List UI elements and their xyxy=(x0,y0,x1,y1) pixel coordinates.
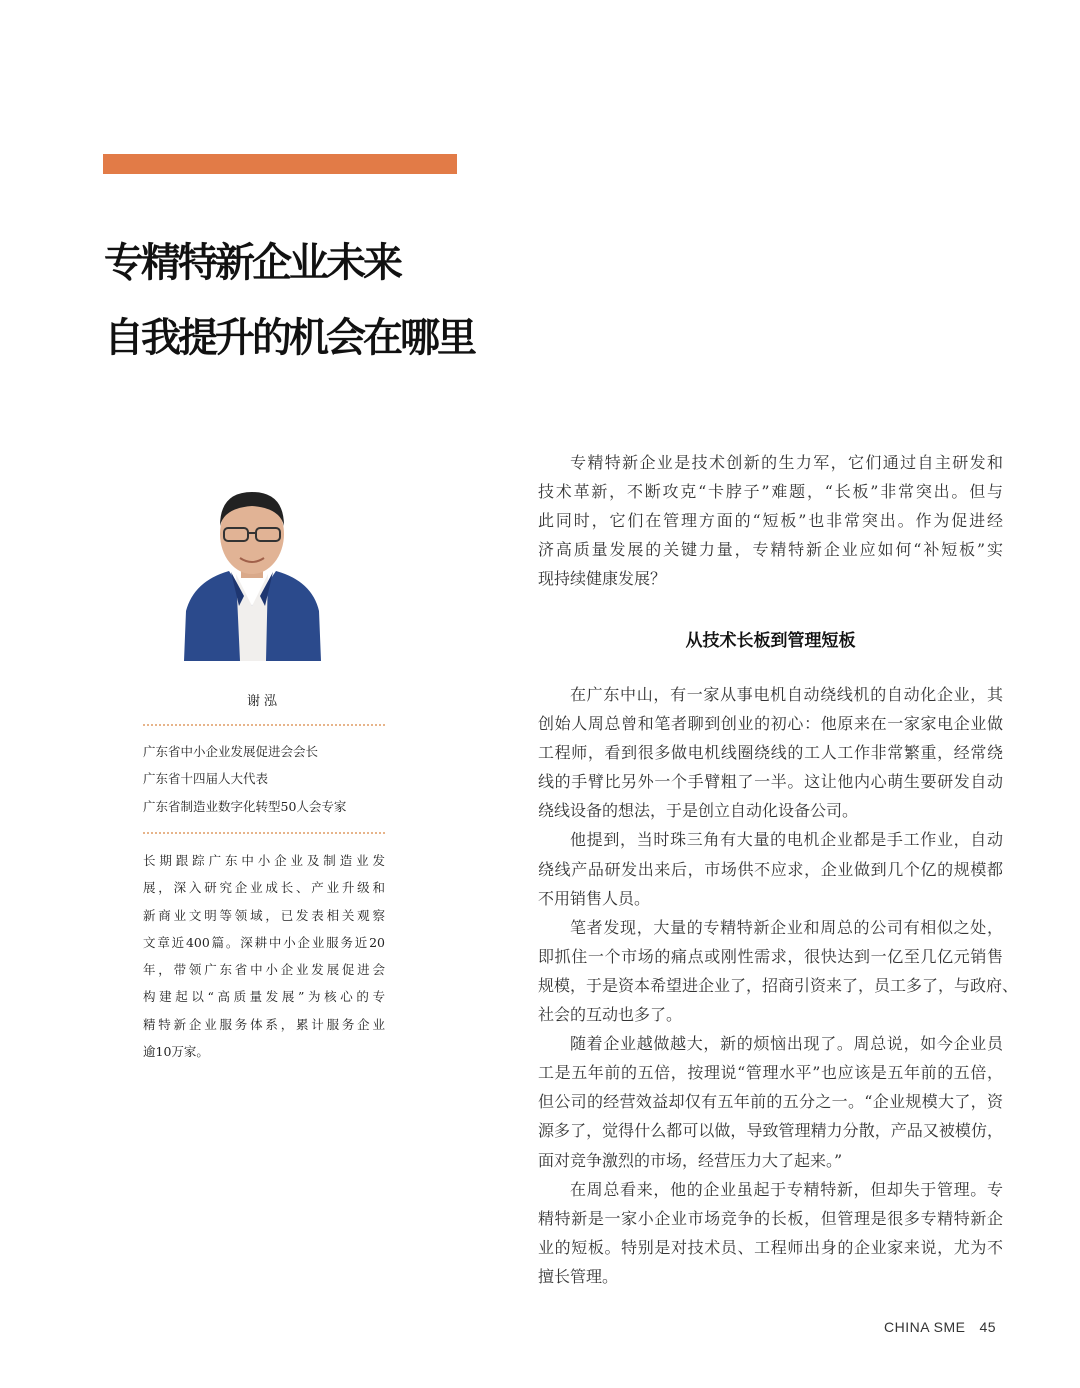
dotted-divider xyxy=(143,832,385,834)
text-line: 源多了，觉得什么都可以做，导致管理精力分散，产品又被模仿， xyxy=(538,1121,1003,1141)
intro-paragraph xyxy=(538,448,1003,593)
bio-line: 长期跟踪广东中小企业及制造业发 xyxy=(143,853,385,868)
text-line: 工是五年前的五倍，按理说“管理水平”也应该是五年前的五倍， xyxy=(538,1063,1003,1083)
author-portrait xyxy=(184,486,321,661)
text-line: 在周总看来，他的企业虽起于专精特新，但却失于管理。专 xyxy=(570,1179,1003,1199)
accent-bar xyxy=(103,154,457,174)
text-line: 创始人周总曾和笔者聊到创业的初心：他原来在一家家电企业做 xyxy=(538,714,1003,734)
role-line: 广东省十四届人大代表 xyxy=(143,771,269,787)
bio-line: 新商业文明等领域，已发表相关观察 xyxy=(143,907,385,923)
text-line: 他提到，当时珠三角有大量的电机企业都是手工作业，自动 xyxy=(570,830,1003,850)
text-line: 线的手臂比另外一个手臂粗了一半。这让他内心萌生要研发自动 xyxy=(538,772,1003,792)
author-name: 谢泓 xyxy=(246,694,281,709)
bio-line: 构建起以“高质量发展”为核心的专 xyxy=(143,989,385,1005)
bio-line: 逾10万家。 xyxy=(143,1044,209,1060)
text-line: 即抓住一个市场的痛点或刚性需求，很快达到一亿至几亿元销售 xyxy=(538,946,1003,966)
bio-line: 文章近400篇。深耕中小企业服务近20 xyxy=(143,934,385,950)
article-title xyxy=(104,226,474,376)
page-number: 45 xyxy=(979,1319,997,1335)
text-line: 此同时，它们在管理方面的“短板”也非常突出。作为促进经 xyxy=(538,511,1003,531)
magazine-name: CHINA SME xyxy=(884,1319,966,1335)
text-line: 工程师，看到很多做电机线圈绕线的工人工作非常繁重，经常绕 xyxy=(538,743,1003,763)
author-bio xyxy=(143,847,385,1065)
section-heading: 从技术长板到管理短板 xyxy=(685,631,856,651)
text-line: 绕线产品研发出来后，市场供不应求，企业做到几个亿的规模都 xyxy=(538,859,1003,879)
text-line: 业的短板。特别是对技术员、工程师出身的企业家来说，尤为不 xyxy=(538,1237,1003,1257)
title-line: 自我提升的机会在哪里 xyxy=(104,315,474,361)
text-line: 擅长管理。 xyxy=(538,1266,619,1286)
role-line: 广东省制造业数字化转型50人会专家 xyxy=(143,798,347,814)
text-line: 济高质量发展的关键力量，专精特新企业应如何“补短板”实 xyxy=(538,540,1003,560)
text-line: 绕线设备的想法，于是创立自动化设备公司。 xyxy=(538,801,859,821)
dotted-divider xyxy=(143,724,385,726)
text-line: 不用销售人员。 xyxy=(538,888,651,908)
article-body xyxy=(538,680,1019,1291)
page-footer xyxy=(884,1319,996,1335)
text-line: 随着企业越做越大，新的烦恼出现了。周总说，如今企业员 xyxy=(570,1034,1003,1054)
text-line: 技术革新，不断攻克“卡脖子”难题，“长板”非常突出。但与 xyxy=(538,482,1003,502)
bio-line: 展，深入研究企业成长、产业升级和 xyxy=(143,880,385,896)
author-roles xyxy=(143,738,385,820)
text-line: 专精特新企业是技术创新的生力军，它们通过自主研发和 xyxy=(570,453,1003,472)
text-line: 但公司的经营效益却仅有五年前的五分之一。“企业规模大了，资 xyxy=(538,1092,1003,1112)
title-line: 专精特新企业未来 xyxy=(104,240,400,286)
text-line: 社会的互动也多了。 xyxy=(538,1005,683,1025)
text-line: 规模，于是资本希望进企业了，招商引资来了，员工多了，与政府、 xyxy=(538,975,1019,995)
text-line: 精特新是一家小企业市场竞争的长板，但管理是很多专精特新企 xyxy=(538,1208,1003,1228)
text-line: 现持续健康发展？ xyxy=(538,569,667,589)
text-line: 笔者发现，大量的专精特新企业和周总的公司有相似之处， xyxy=(570,917,1003,937)
text-line: 在广东中山，有一家从事电机自动绕线机的自动化企业，其 xyxy=(570,685,1003,704)
bio-line: 年，带领广东省中小企业发展促进会 xyxy=(143,962,385,978)
text-line: 面对竞争激烈的市场，经营压力大了起来。” xyxy=(538,1150,843,1170)
role-line: 广东省中小企业发展促进会会长 xyxy=(143,744,319,759)
bio-line: 精特新企业服务体系，累计服务企业 xyxy=(143,1016,385,1032)
